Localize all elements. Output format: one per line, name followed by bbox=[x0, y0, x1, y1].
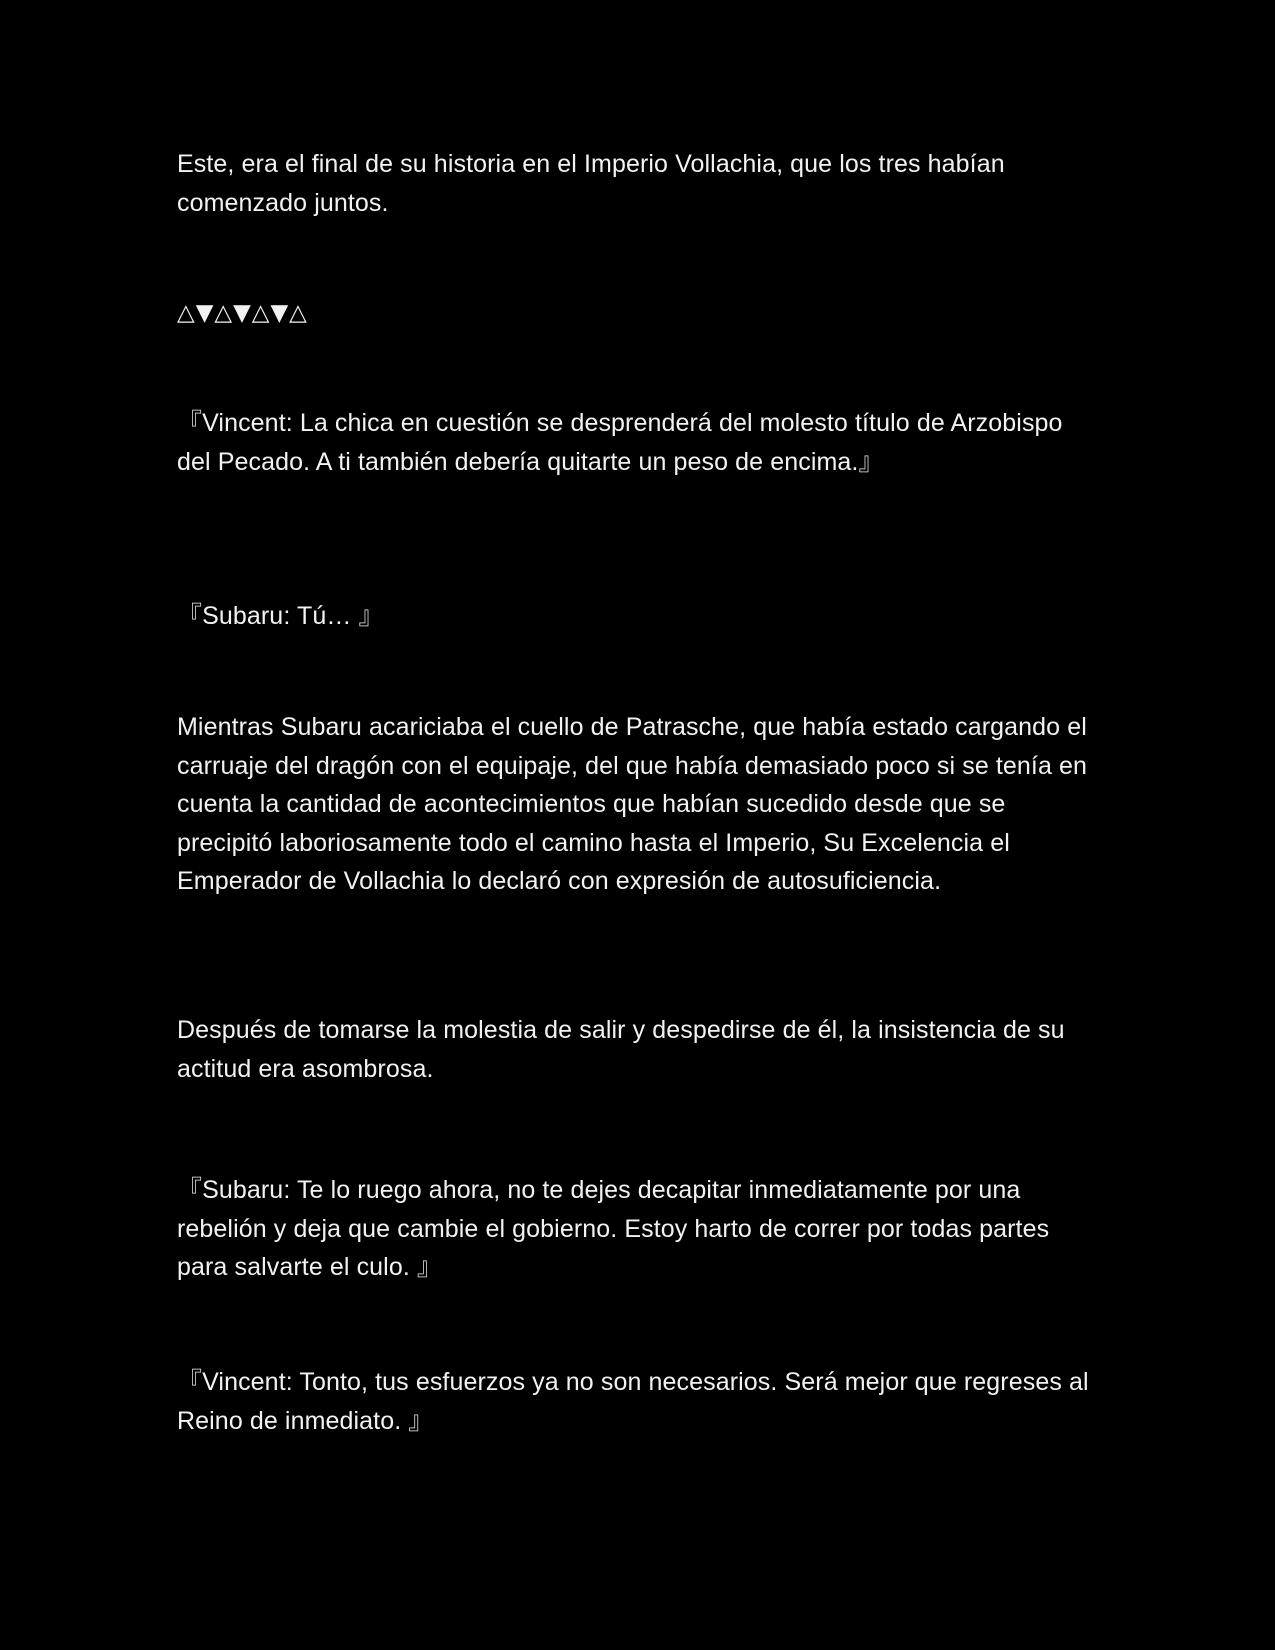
paragraph-dialogue-subaru-1: 『Subaru: Tú… 』 bbox=[177, 602, 384, 630]
paragraph-dialogue-subaru-2: 『Subaru: Te lo ruego ahora, no te dejes decapitar inmediatamente por una rebelión y deja que cambie el gobierno. Estoy harto de correr por todas partes para salvarte el culo. 』 bbox=[177, 1176, 1057, 1281]
paragraph-dialogue-vincent-2: 『Vincent: Tonto, tus esfuerzos ya no son necesarios. Será mejor que regreses al Reino de inmediato. 』 bbox=[177, 1368, 1096, 1435]
paragraph-narration-1: Este, era el final de su historia en el Imperio Vollachia, que los tres habían comenzado juntos. bbox=[177, 150, 1012, 217]
paragraph-narration-3: Después de tomarse la molestia de salir y despedirse de él, la insistencia de su actitud era asombrosa. bbox=[177, 1016, 1072, 1083]
paragraph-dialogue-vincent-1: 『Vincent: La chica en cuestión se desprenderá del molesto título de Arzobispo del Pecado. A ti también debería quitarte un peso de encima.』 bbox=[177, 409, 1070, 476]
scene-break-divider: △▼△▼△▼△ bbox=[177, 300, 308, 326]
paragraph-narration-2: Mientras Subaru acariciaba el cuello de Patrasche, que había estado cargando el carruaje del dragón con el equipaje, del que había demasiado poco si se tenía en cuenta la cantidad de acontecimientos que habían sucedido desde que se precipitó laboriosamente todo el camino hasta el Imperio, Su Excelencia el Emperador de Vollachia lo declaró con expresión de autosuficiencia. bbox=[177, 713, 1095, 895]
